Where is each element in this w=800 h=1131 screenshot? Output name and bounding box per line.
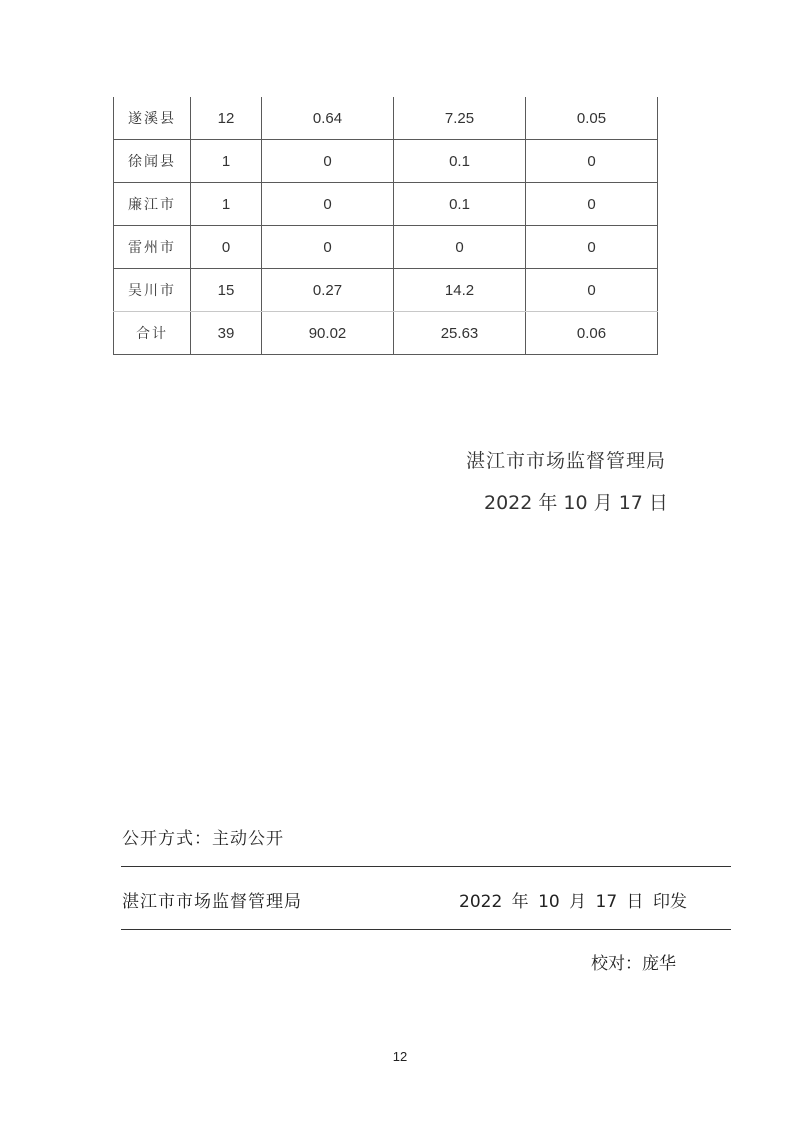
table-cell: 39 [191,312,262,355]
divider-bottom [121,929,731,930]
table-cell: 0 [526,140,658,183]
table-cell: 7.25 [394,97,526,140]
table-cell: 1 [191,140,262,183]
table-cell: 0 [526,226,658,269]
table-cell: 0 [262,140,394,183]
table-cell: 15 [191,269,262,312]
table-cell: 0.06 [526,312,658,355]
proofreader: 校对：庞华 [591,954,676,974]
table-cell: 12 [191,97,262,140]
table-cell: 0 [262,226,394,269]
table-cell: 90.02 [262,312,394,355]
table-cell: 1 [191,183,262,226]
table-cell-region: 吴川市 [114,269,191,312]
table-cell-region: 徐闻县 [114,140,191,183]
table-row [114,226,658,269]
table-cell: 0.1 [394,183,526,226]
issuer-name: 湛江市市场监督管理局 [122,892,302,912]
table-row [114,140,658,183]
table-cell: 0 [191,226,262,269]
table-row [114,269,658,312]
statistics-table [113,97,658,355]
table-cell: 0.64 [262,97,394,140]
table-cell: 0.27 [262,269,394,312]
signature-date: 2022 年 10 月 17 日 [484,492,668,514]
table-cell: 0 [526,183,658,226]
table-cell-region: 廉江市 [114,183,191,226]
signature-organization: 湛江市市场监督管理局 [466,450,667,472]
table-cell: 0.05 [526,97,658,140]
table-cell: 14.2 [394,269,526,312]
issue-date: 2022 年 10 月 17 日 印发 [459,892,687,912]
table-cell: 0 [262,183,394,226]
table-cell: 0 [526,269,658,312]
table-row [114,183,658,226]
table-cell: 0 [394,226,526,269]
table-row-total [114,312,658,355]
table-cell-region: 遂溪县 [114,97,191,140]
table-cell: 0.1 [394,140,526,183]
table-cell-region: 合计 [114,312,191,355]
table-row [114,97,658,140]
page-number: 12 [392,1049,408,1064]
table-cell: 25.63 [394,312,526,355]
table-cell-region: 雷州市 [114,226,191,269]
divider-top [121,866,731,867]
disclosure-method: 公开方式：主动公开 [122,829,284,849]
